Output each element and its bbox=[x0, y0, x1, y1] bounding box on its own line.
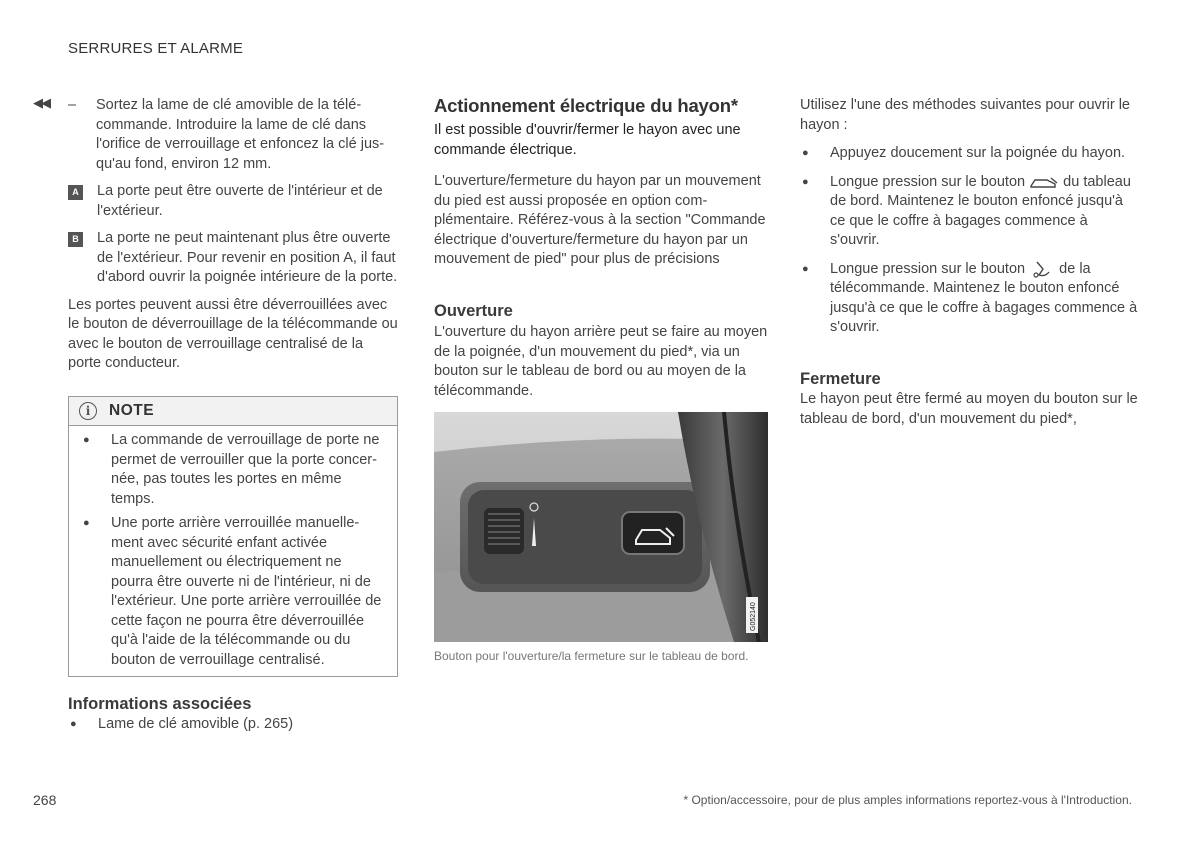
bullet-dot: ● bbox=[802, 175, 809, 188]
method-bullet bbox=[800, 173, 1140, 251]
note-bullet bbox=[81, 431, 383, 509]
unlock-paragraph: Les portes peuvent aussi être déverrouillées avec le bouton de déverrouillage de la télécommande ou avec le bouton de verrouillage centralisé de la porte conducteur. bbox=[68, 296, 398, 371]
methods-intro: Utilisez l'une des méthodes suivantes pour ouvrir le hayon : bbox=[800, 97, 1130, 133]
step-dash: – bbox=[68, 97, 77, 113]
opening-subtitle: Ouverture bbox=[434, 302, 513, 320]
related-link[interactable] bbox=[68, 715, 293, 735]
method-text-before: Longue pression sur le bouton bbox=[830, 260, 1026, 277]
lettered-item-a bbox=[68, 182, 400, 221]
letter-b-badge: B bbox=[68, 232, 83, 247]
lettered-item-b bbox=[68, 229, 400, 288]
note-bullet-text: Une porte arrière verrouillée manuellement avec sécurité enfant activée manuellement ou électriquement ne pourra être ouverte ni de l'intérieur, ni de l'extérieur. Une porte arrière verrouillée de cette façon ne pourra être déverrouillée qu'à l'aide de la télécommande ou du bouton de verrouillage centralisé. bbox=[111, 515, 382, 668]
dashboard-illustration bbox=[434, 412, 768, 642]
page-number: 268 bbox=[33, 792, 57, 808]
note-bullet bbox=[81, 514, 383, 670]
letter-a-text: La porte peut être ouverte de l'intérieur et de l'extérieur. bbox=[97, 183, 383, 219]
foot-movement-paragraph: L'ouverture/fermeture du hayon par un mouvement du pied est aussi proposée en option complémentaire. Référez-vous à la section "Commande électrique d'ouverture/fermeture du hayon par un mouvement de pied" pour plus de précisions bbox=[434, 173, 766, 267]
related-link-text[interactable]: Lame de clé amovible (p. 265) bbox=[98, 716, 294, 732]
step-text: Sortez la lame de clé amovible de la télécommande. Introduire la lame de clé dans l'orifice de verrouillage et enfoncez la clé jusqu'au fond, environ 12 mm. bbox=[96, 97, 385, 172]
method-bullet bbox=[800, 144, 1140, 164]
footnote: * Option/accessoire, pour de plus amples informations reportez-vous à l'Introduction. bbox=[683, 793, 1132, 807]
remote-tailgate-icon bbox=[1029, 260, 1055, 278]
note-list bbox=[69, 426, 397, 670]
bullet-dot: ● bbox=[802, 147, 809, 159]
letter-a-badge: A bbox=[68, 185, 83, 200]
tailgate-title: Actionnement électrique du hayon* bbox=[434, 95, 738, 116]
instruction-step bbox=[68, 96, 400, 174]
method-bullet bbox=[800, 260, 1140, 338]
car-tailgate-icon bbox=[1029, 175, 1059, 189]
note-box bbox=[68, 396, 398, 677]
related-info-title: Informations associées bbox=[68, 695, 252, 713]
note-header bbox=[69, 397, 397, 426]
method-text-container bbox=[830, 173, 1140, 251]
closing-text: Le hayon peut être fermé au moyen du bouton sur le tableau de bord, d'un mouvement du pied*, bbox=[800, 391, 1138, 427]
bullet-dot: ● bbox=[83, 434, 90, 446]
column-3 bbox=[800, 96, 1140, 347]
tailgate-button bbox=[622, 512, 684, 554]
method-text: Appuyez doucement sur la poignée du hayon. bbox=[830, 145, 1126, 161]
method-text-after: du tableau de bord. Maintenez le bouton enfoncé jusqu'à ce que le coffre à bagages commence à s'ouvrir. bbox=[830, 173, 1131, 248]
opening-text: L'ouverture du hayon arrière peut se faire au moyen de la poignée, d'un mouvement du pied*, via un bouton sur le tableau de bord ou au moyen de la télécommande. bbox=[434, 324, 768, 399]
tailgate-intro: Il est possible d'ouvrir/fermer le hayon avec une commande électrique. bbox=[434, 122, 741, 158]
info-icon: i bbox=[79, 402, 97, 420]
column-1 bbox=[68, 96, 400, 374]
photo-caption: Bouton pour l'ouverture/la fermeture sur le tableau de bord. bbox=[434, 649, 749, 663]
bullet-dot: ● bbox=[70, 718, 77, 730]
bullet-dot: ● bbox=[802, 262, 809, 275]
dashboard-button-photo bbox=[434, 412, 768, 642]
back-arrows-icon[interactable]: ◀◀ bbox=[33, 95, 49, 110]
method-text-before: Longue pression sur le bouton bbox=[830, 173, 1026, 190]
note-title: NOTE bbox=[109, 402, 155, 419]
closing-subtitle: Fermeture bbox=[800, 370, 881, 388]
letter-b-text: La porte ne peut maintenant plus être ouverte de l'extérieur. Pour revenir en position A, il faut d'abord ouvrir la poignée intérieure de la porte. bbox=[97, 230, 398, 285]
image-code: G052140 bbox=[750, 602, 757, 631]
method-text-container bbox=[830, 260, 1140, 338]
method-text-after: de la télécommande. Maintenez le bouton enfoncé jusqu'à ce que le coffre à bagages commence à s'ouvrir. bbox=[830, 260, 1138, 335]
note-bullet-text: La commande de verrouillage de porte ne permet de verrouiller que la porte concernée, pas toutes les portes en même temps. bbox=[111, 432, 380, 507]
section-header: SERRURES ET ALARME bbox=[68, 40, 244, 57]
bullet-dot: ● bbox=[83, 517, 90, 529]
